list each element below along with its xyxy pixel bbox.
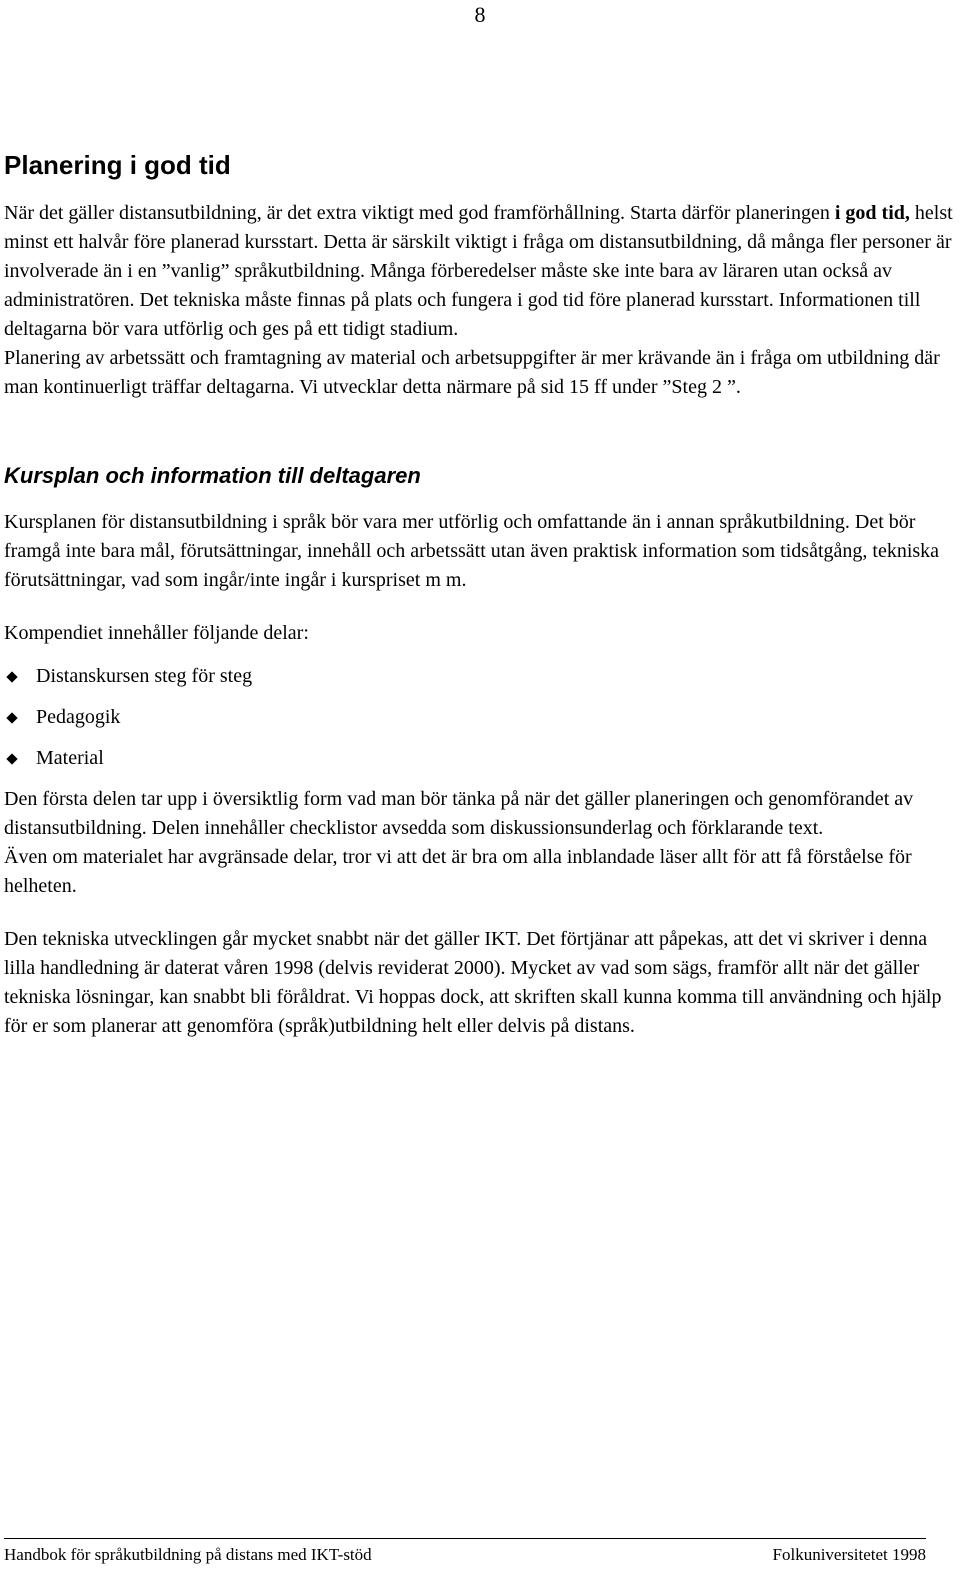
list-intro: Kompendiet innehåller följande delar: <box>4 622 309 644</box>
list-item-label: Distanskursen steg för steg <box>36 665 253 687</box>
paragraph-kursplan-1: Kursplanen för distansutbildning i språk bör vara mer utförlig och omfattande än i annan språkutbildning. Det bör framgå inte bara mål, förutsättningar, innehåll och arbetssätt utan även praktisk information som tidsåtgång, tekniska förutsättningar, vad som ingår/inte ingår i kurspriset m m. <box>4 511 940 591</box>
paragraph-kursplan-4: Den tekniska utvecklingen går mycket snabbt när det gäller IKT. Det förtjänar att påpekas, att det vi skriver i denna lilla handledning är daterat våren 1998 (delvis reviderat 2000). Mycket av vad som sägs, framför allt när det gäller tekniska lösningar, kan snabbt bli föråldrat. Vi hoppas dock, att skriften skall kunna komma till användning och hjälp för er som planerar att genomföra (språk)utbildning helt eller delvis på distans. <box>4 928 942 1037</box>
section-heading-planering: Planering i god tid <box>4 150 231 180</box>
list-item-label: Material <box>36 747 104 769</box>
footer-title: Handbok för språkutbildning på distans med IKT-stöd <box>4 1545 372 1564</box>
page-number: 8 <box>474 2 486 27</box>
paragraph-text: När det gäller distansutbildning, är det extra viktigt med god framförhållning. Starta därför planeringen <box>4 202 835 224</box>
paragraph-planering-1 <box>4 199 954 344</box>
paragraph-planering-2: Planering av arbetssätt och framtagning av material och arbetsuppgifter är mer krävande än i fråga om utbildning där man kontinuerligt träffar deltagarna. Vi utvecklar detta närmare på sid 15 ff under ”Steg 2 ”. <box>4 347 940 398</box>
page-footer <box>4 1538 926 1565</box>
parts-list <box>4 662 954 773</box>
list-item <box>4 703 954 732</box>
diamond-bullet-icon <box>6 753 17 764</box>
list-item-label: Pedagogik <box>36 706 121 728</box>
footer-publisher: Folkuniversitetet 1998 <box>772 1545 926 1564</box>
diamond-bullet-icon <box>6 712 17 723</box>
paragraph-text: helst minst ett halvår före planerad kursstart. Detta är särskilt viktigt i fråga om distansutbildning, då många fler personer är involverade än i en ”vanlig” språkutbildning. Många förberedelser måste ske inte bara av läraren utan också av administratören. Det tekniska måste finnas på plats och fungera i god tid före planerad kursstart. Informationen till deltagarna bör vara utförlig och ges på ett tidigt stadium. <box>4 202 953 340</box>
list-item <box>4 744 954 773</box>
list-item <box>4 662 954 691</box>
document-body <box>4 145 954 1041</box>
paragraph-kursplan-3: Även om materialet har avgränsade delar, tror vi att det är bra om alla inblandade läser allt för att få förståelse för helheten. <box>4 846 912 897</box>
bold-phrase: i god tid, <box>834 202 910 224</box>
diamond-bullet-icon <box>6 671 17 682</box>
paragraph-kursplan-2: Den första delen tar upp i översiktlig form vad man bör tänka på när det gäller planeringen och genomförandet av distansutbildning. Delen innehåller checklistor avsedda som diskussionsunderlag och förklarande text. <box>4 788 914 839</box>
section-heading-kursplan: Kursplan och information till deltagaren <box>4 463 421 488</box>
